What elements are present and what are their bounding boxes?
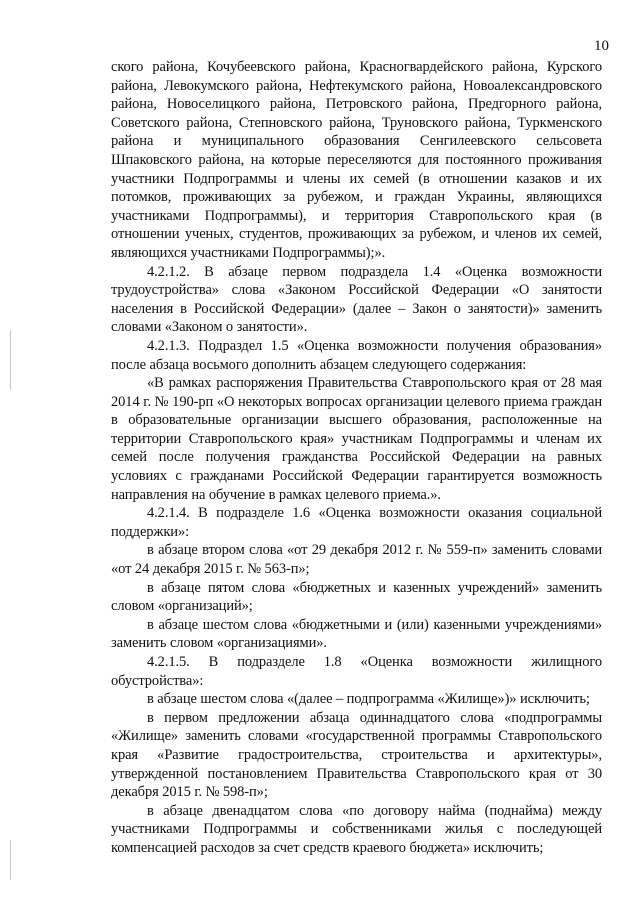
paragraph: в абзаце двенадцатом слова «по договору найма (поднайма) между участниками Подпрограммы и собственниками жилья с последующей компенсацией расходов за счет средств краевого бюджета» исключить; bbox=[111, 802, 602, 856]
page-number: 10 bbox=[594, 38, 609, 54]
paragraph: «В рамках распоряжения Правительства Ставропольского края от 28 мая 2014 г. № 190-рп «О некоторых вопросах организации целевого приема граждан в образовательные организации высшего образования, расположенные на территории Ставропольского края» участникам Подпрограммы и членам их семей после получения гражданства Российской Федерации на равных условиях с гражданами Российской Федерации гарантируется возможность направления на обучение в рамках целевого приема.». bbox=[111, 375, 602, 503]
scan-edge-mark bbox=[10, 330, 11, 390]
paragraph: 4.2.1.3. Подраздел 1.5 «Оценка возможности получения образования» после абзаца восьмого дополнить абзацем следующего содержания: bbox=[111, 337, 602, 373]
paragraph: в абзаце шестом слова «бюджетными и (или) казенными учреждениями» заменить словом «организациями». bbox=[111, 616, 602, 652]
paragraph: 4.2.1.4. В подразделе 1.6 «Оценка возможности оказания социальной поддержки»: bbox=[111, 505, 602, 540]
paragraph: 4.2.1.2. В абзаце первом подраздела 1.4 «Оценка возможности трудоустройства» слова «Законом Российской Федерации «О занятости населения в Российской Федерации» (далее – Закон о занятости)» заменить словами «Законом о занятости». bbox=[111, 263, 602, 336]
paragraph: в абзаце шестом слова «(далее – подпрограмма «Жилище»)» исключить; bbox=[147, 691, 590, 708]
scan-edge-mark bbox=[10, 840, 11, 880]
paragraph: в первом предложении абзаца одиннадцатого слова «подпрограммы «Жилище» заменить словами «государственной программы Ставропольского края «Развитие градостроительства, строительства и архитектуры», утвержденной постановлением Правительства Ставропольского края от 30 декабря 2015 г. № 598-п»; bbox=[111, 709, 602, 801]
paragraph: 4.2.1.5. В подразделе 1.8 «Оценка возможности жилищного обустройства»: bbox=[111, 654, 602, 689]
paragraph: в абзаце втором слова «от 29 декабря 2012 г. № 559-п» заменить словами «от 24 декабря 2015 г. № 563-п»; bbox=[111, 542, 602, 578]
paragraph: в абзаце пятом слова «бюджетных и казенных учреждений» заменить словом «организаций»; bbox=[111, 579, 602, 615]
paragraph: ского района, Кочубеевского района, Красногвардейского района, Курского района, Левокумского района, Нефтекумского района, Новоалександровского района, Новоселицкого района, Петровского района, Предгорного района, Советского района, Степновского района, Труновского района, Туркменского района и муниципального образования Сенгилеевского сельсовета Шпаковского района, на которые переселяются для постоянного проживания участники Подпрограммы и члены их семей (в отношении казаков и их потомков, проживающих за рубежом, и граждан Украины, являющихся участниками Подпрограммы), и территория Ставропольского края (в отношении ученых, студентов, проживающих за рубежом, и членов их семей, являющихся участниками Подпрограммы);». bbox=[111, 59, 602, 261]
document-body bbox=[111, 58, 602, 858]
